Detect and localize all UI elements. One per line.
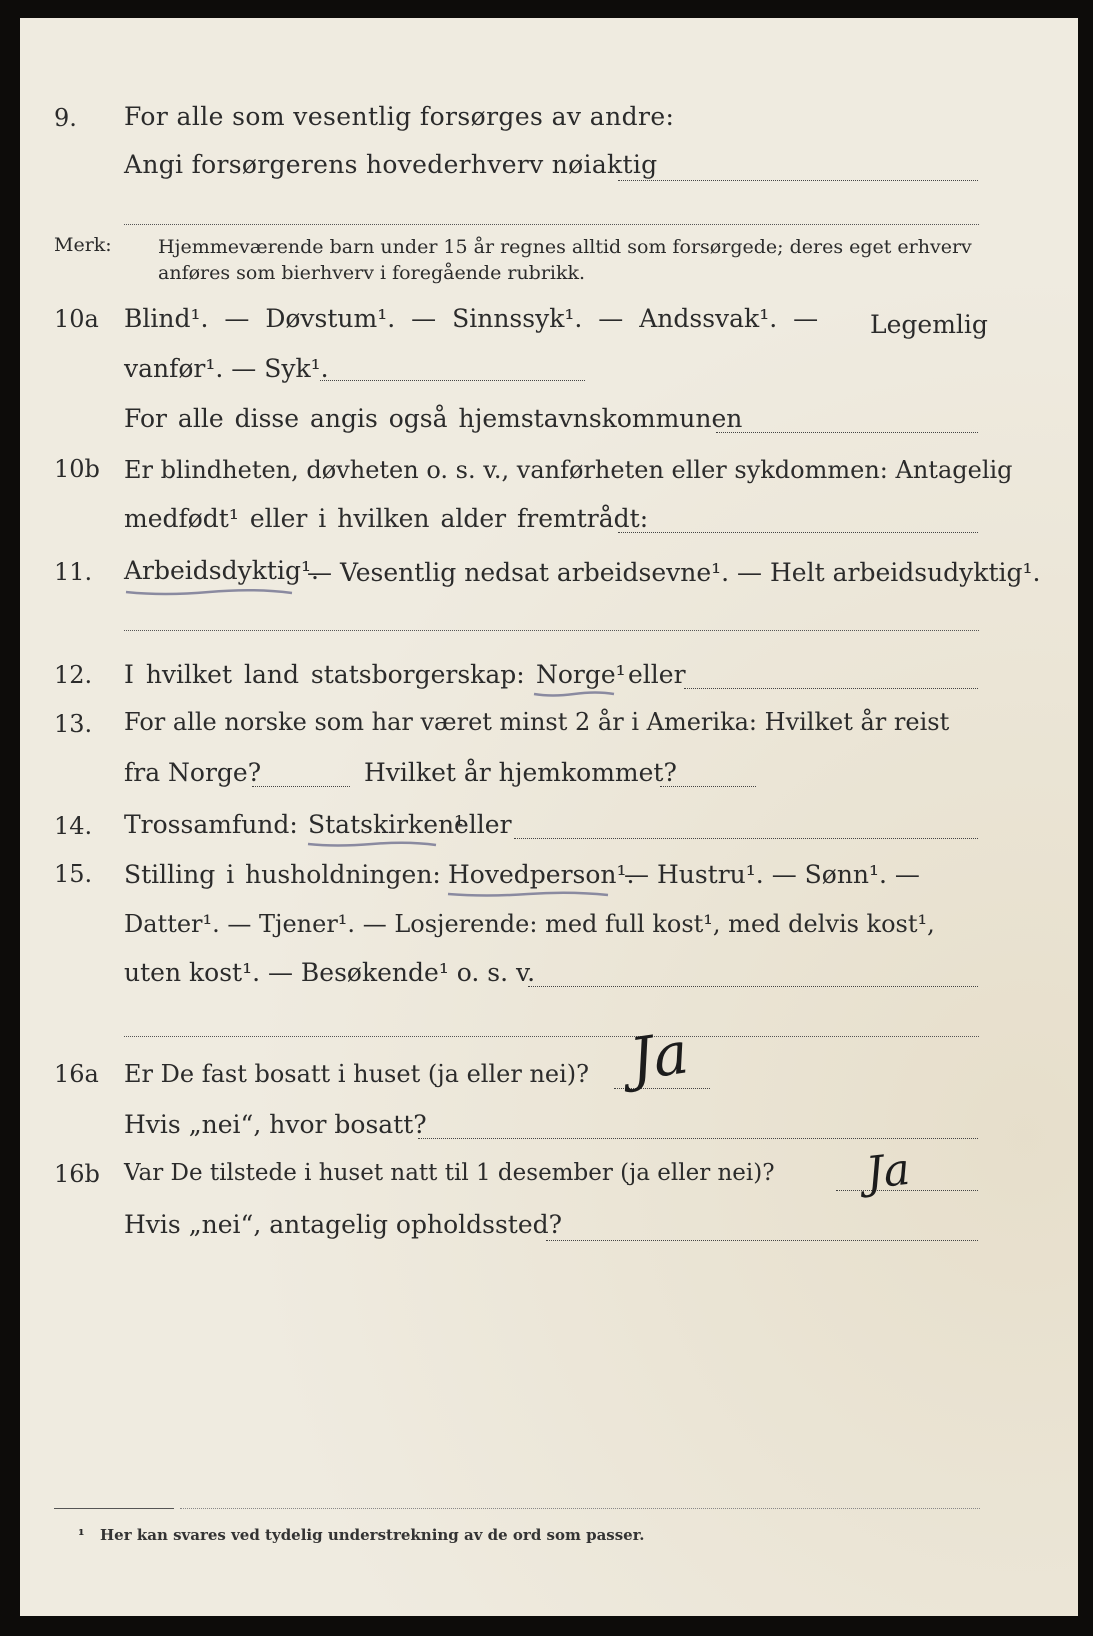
question-text: vanfør¹. — Syk¹. xyxy=(124,354,329,383)
question-number: 9. xyxy=(54,104,77,132)
question-number: 14. xyxy=(54,812,93,840)
answer-line[interactable] xyxy=(684,688,978,689)
footnote-text: Her kan svares ved tydelig understrekning av de ord som passer. xyxy=(100,1526,645,1544)
answer-line[interactable] xyxy=(660,786,756,787)
handwritten-answer: Ja xyxy=(625,1018,693,1094)
question-number: 13. xyxy=(54,710,93,738)
answer-line[interactable] xyxy=(546,1240,978,1241)
census-form-page xyxy=(20,18,1078,1616)
answer-line[interactable] xyxy=(618,532,978,533)
answer-line[interactable] xyxy=(124,630,979,631)
pencil-underline-icon xyxy=(532,690,616,698)
question-number: 12. xyxy=(54,661,93,689)
question-text: — Vesentlig nedsat arbeidsevne¹. — Helt arbeidsudyktig¹. xyxy=(307,558,1041,587)
question-text: Hvis „nei“, hvor bosatt? xyxy=(124,1110,427,1139)
question-text: — Hustru¹. — Sønn¹. — xyxy=(624,860,920,889)
answer-line[interactable] xyxy=(124,1036,979,1037)
question-text: For alle som vesentlig forsørges av andre: xyxy=(124,102,675,131)
question-number: 11. xyxy=(54,558,93,586)
question-text: Legemlig xyxy=(870,310,988,339)
question-text: Stilling i husholdningen: xyxy=(124,860,441,889)
question-number: 16b xyxy=(54,1160,100,1188)
answer-line[interactable] xyxy=(514,838,978,839)
pencil-underline-icon xyxy=(306,840,438,848)
option-underlined[interactable]: Norge¹ xyxy=(536,660,626,689)
question-text: Er blindheten, døvheten o. s. v., vanførheten eller sykdommen: Antagelig xyxy=(124,456,1013,484)
question-text: I hvilket land statsborgerskap: xyxy=(124,660,525,689)
answer-line[interactable] xyxy=(418,1138,978,1139)
question-text: Blind¹. — Døvstum¹. — Sinnssyk¹. — Andssvak¹. — xyxy=(124,304,819,333)
answer-line[interactable] xyxy=(528,986,978,987)
option-underlined[interactable]: Statskirken¹ xyxy=(308,810,465,839)
question-text: Datter¹. — Tjener¹. — Losjerende: med full kost¹, med delvis kost¹, xyxy=(124,910,935,938)
question-number: 10a xyxy=(54,305,99,333)
question-text: fra Norge? xyxy=(124,758,262,787)
note-text: Hjemmeværende barn under 15 år regnes alltid som forsørgede; deres eget erhverv xyxy=(158,236,972,258)
question-text: Er De fast bosatt i huset (ja eller nei)? xyxy=(124,1060,590,1088)
question-number: 16a xyxy=(54,1060,99,1088)
footnote-divider xyxy=(54,1508,174,1509)
option-underlined[interactable]: Hovedperson¹. xyxy=(448,860,635,889)
answer-line[interactable] xyxy=(124,224,979,225)
answer-line[interactable] xyxy=(320,380,585,381)
pencil-underline-icon xyxy=(124,588,294,596)
note-text: anføres som bierhverv i foregående rubrikk. xyxy=(158,262,586,284)
option-underlined[interactable]: Arbeidsdyktig¹. xyxy=(124,556,319,585)
answer-line[interactable] xyxy=(618,180,978,181)
question-text: medfødt¹ eller i hvilken alder fremtrådt: xyxy=(124,504,649,533)
question-text: For alle norske som har været minst 2 år i Amerika: Hvilket år reist xyxy=(124,708,950,736)
question-number: 10b xyxy=(54,455,100,483)
footnote-mark: ¹ xyxy=(78,1526,85,1544)
answer-line[interactable] xyxy=(252,786,350,787)
question-text: Trossamfund: xyxy=(124,810,298,839)
question-text: eller xyxy=(454,810,512,839)
question-text: For alle disse angis også hjemstavnskommunen xyxy=(124,404,743,433)
question-number: 15. xyxy=(54,860,93,888)
question-text: Hvis „nei“, antagelig opholdssted? xyxy=(124,1210,563,1239)
question-text: Hvilket år hjemkommet? xyxy=(364,758,677,787)
footnote-divider xyxy=(180,1508,980,1509)
handwritten-answer: Ja xyxy=(863,1143,913,1200)
answer-line[interactable] xyxy=(716,432,978,433)
question-text: uten kost¹. — Besøkende¹ o. s. v. xyxy=(124,958,536,987)
question-text: eller xyxy=(628,660,686,689)
question-text: Var De tilstede i huset natt til 1 desember (ja eller nei)? xyxy=(124,1160,775,1186)
question-text: Angi forsørgerens hovederhverv nøiaktig xyxy=(124,150,658,179)
pencil-underline-icon xyxy=(446,890,610,898)
note-label: Merk: xyxy=(54,234,112,256)
